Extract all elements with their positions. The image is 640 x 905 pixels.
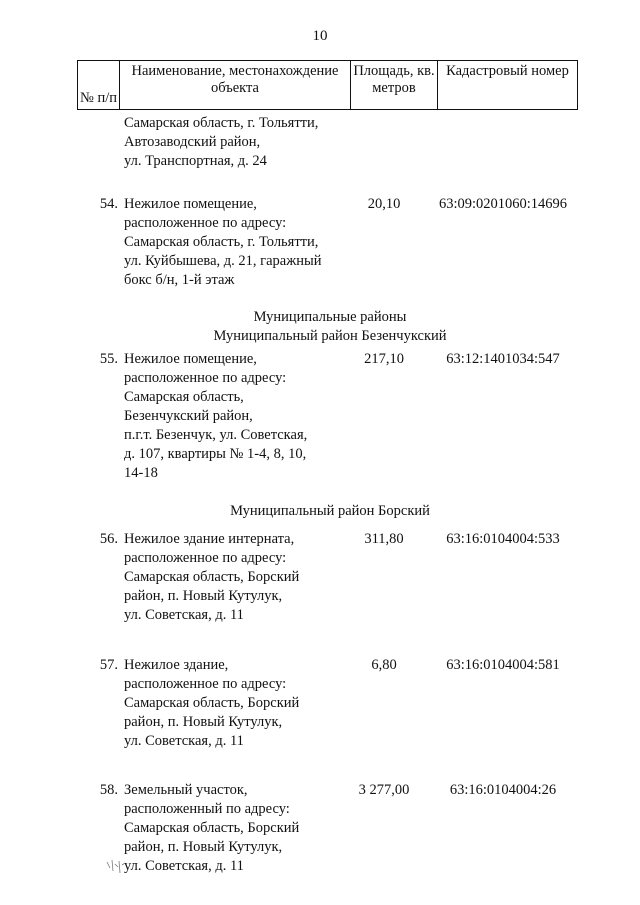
row-area: 6,80 bbox=[371, 657, 397, 673]
row-line: бокс б/н, 1-й этаж bbox=[124, 272, 235, 288]
row-line: расположенный по адресу: bbox=[124, 801, 290, 817]
continuation-line: Самарская область, г. Тольятти, bbox=[124, 115, 319, 131]
row-line: ул. Советская, д. 11 bbox=[124, 733, 244, 749]
row-line: Самарская область, Борский bbox=[124, 695, 300, 711]
table-row bbox=[0, 195, 640, 290]
table-row bbox=[0, 656, 640, 751]
row-area: 3 277,00 bbox=[358, 782, 410, 798]
row-area: 311,80 bbox=[364, 531, 404, 547]
continuation-line: ул. Транспортная, д. 24 bbox=[124, 153, 267, 169]
row-cadastral: 63:16:0104004:533 bbox=[446, 531, 560, 547]
table-row bbox=[0, 350, 640, 483]
row-area: 217,10 bbox=[364, 351, 404, 367]
row-line: район, п. Новый Кутулук, bbox=[124, 839, 283, 855]
section-municipal-districts: Муниципальные районы bbox=[253, 309, 407, 325]
row-number: 56. bbox=[99, 531, 118, 547]
row-line: Земельный участок, bbox=[124, 782, 248, 798]
header-num: № п/п bbox=[78, 61, 120, 110]
scan-mark bbox=[104, 856, 132, 878]
row-line: район, п. Новый Кутулук, bbox=[124, 714, 283, 730]
row-number: 58. bbox=[99, 782, 118, 798]
row-line: Самарская область, г. Тольятти, bbox=[124, 234, 319, 250]
row-cadastral: 63:09:0201060:14696 bbox=[438, 196, 568, 212]
continuation-row bbox=[0, 114, 640, 171]
row-line: Безенчукский район, bbox=[124, 408, 253, 424]
row-number: 57. bbox=[99, 657, 118, 673]
page-number: 10 bbox=[312, 28, 328, 44]
header-name: Наименование, местонахождение объекта bbox=[120, 61, 351, 110]
row-line: 14-18 bbox=[124, 465, 158, 481]
row-line: расположенное по адресу: bbox=[124, 215, 287, 231]
row-line: расположенное по адресу: bbox=[124, 370, 287, 386]
row-line: Самарская область, Борский bbox=[124, 820, 300, 836]
row-line: Нежилое здание, bbox=[124, 657, 229, 673]
row-cadastral: 63:12:1401034:547 bbox=[446, 351, 560, 367]
header-area: Площадь, кв. метров bbox=[351, 61, 438, 110]
row-line: ул. Советская, д. 11 bbox=[124, 858, 244, 874]
header-cadastral: Кадастровый номер bbox=[438, 61, 578, 110]
row-number: 55. bbox=[99, 351, 118, 367]
row-line: ул. Советская, д. 11 bbox=[124, 607, 244, 623]
row-line: Нежилое помещение, bbox=[124, 351, 257, 367]
continuation-line: Автозаводский район, bbox=[124, 134, 261, 150]
section-bezenchuk: Муниципальный район Безенчукский bbox=[213, 328, 447, 344]
row-cadastral: 63:16:0104004:581 bbox=[446, 657, 560, 673]
row-line: Нежилое здание интерната, bbox=[124, 531, 295, 547]
table-row bbox=[0, 530, 640, 625]
section-heading bbox=[20, 308, 640, 346]
table-row bbox=[0, 781, 640, 876]
row-cadastral: 63:16:0104004:26 bbox=[449, 782, 557, 798]
row-line: д. 107, квартиры № 1-4, 8, 10, bbox=[124, 446, 307, 462]
row-line: расположенное по адресу: bbox=[124, 550, 287, 566]
row-line: Самарская область, Борский bbox=[124, 569, 300, 585]
row-number: 54. bbox=[99, 196, 118, 212]
section-borsky: Муниципальный район Борский bbox=[230, 503, 430, 519]
section-heading bbox=[20, 502, 640, 521]
row-line: Нежилое помещение, bbox=[124, 196, 257, 212]
row-area: 20,10 bbox=[367, 196, 401, 212]
row-line: п.г.т. Безенчук, ул. Советская, bbox=[124, 427, 308, 443]
row-line: расположенное по адресу: bbox=[124, 676, 287, 692]
row-line: ул. Куйбышева, д. 21, гаражный bbox=[124, 253, 322, 269]
row-line: район, п. Новый Кутулук, bbox=[124, 588, 283, 604]
table-header bbox=[77, 60, 578, 110]
row-line: Самарская область, bbox=[124, 389, 244, 405]
table-body bbox=[0, 114, 640, 876]
